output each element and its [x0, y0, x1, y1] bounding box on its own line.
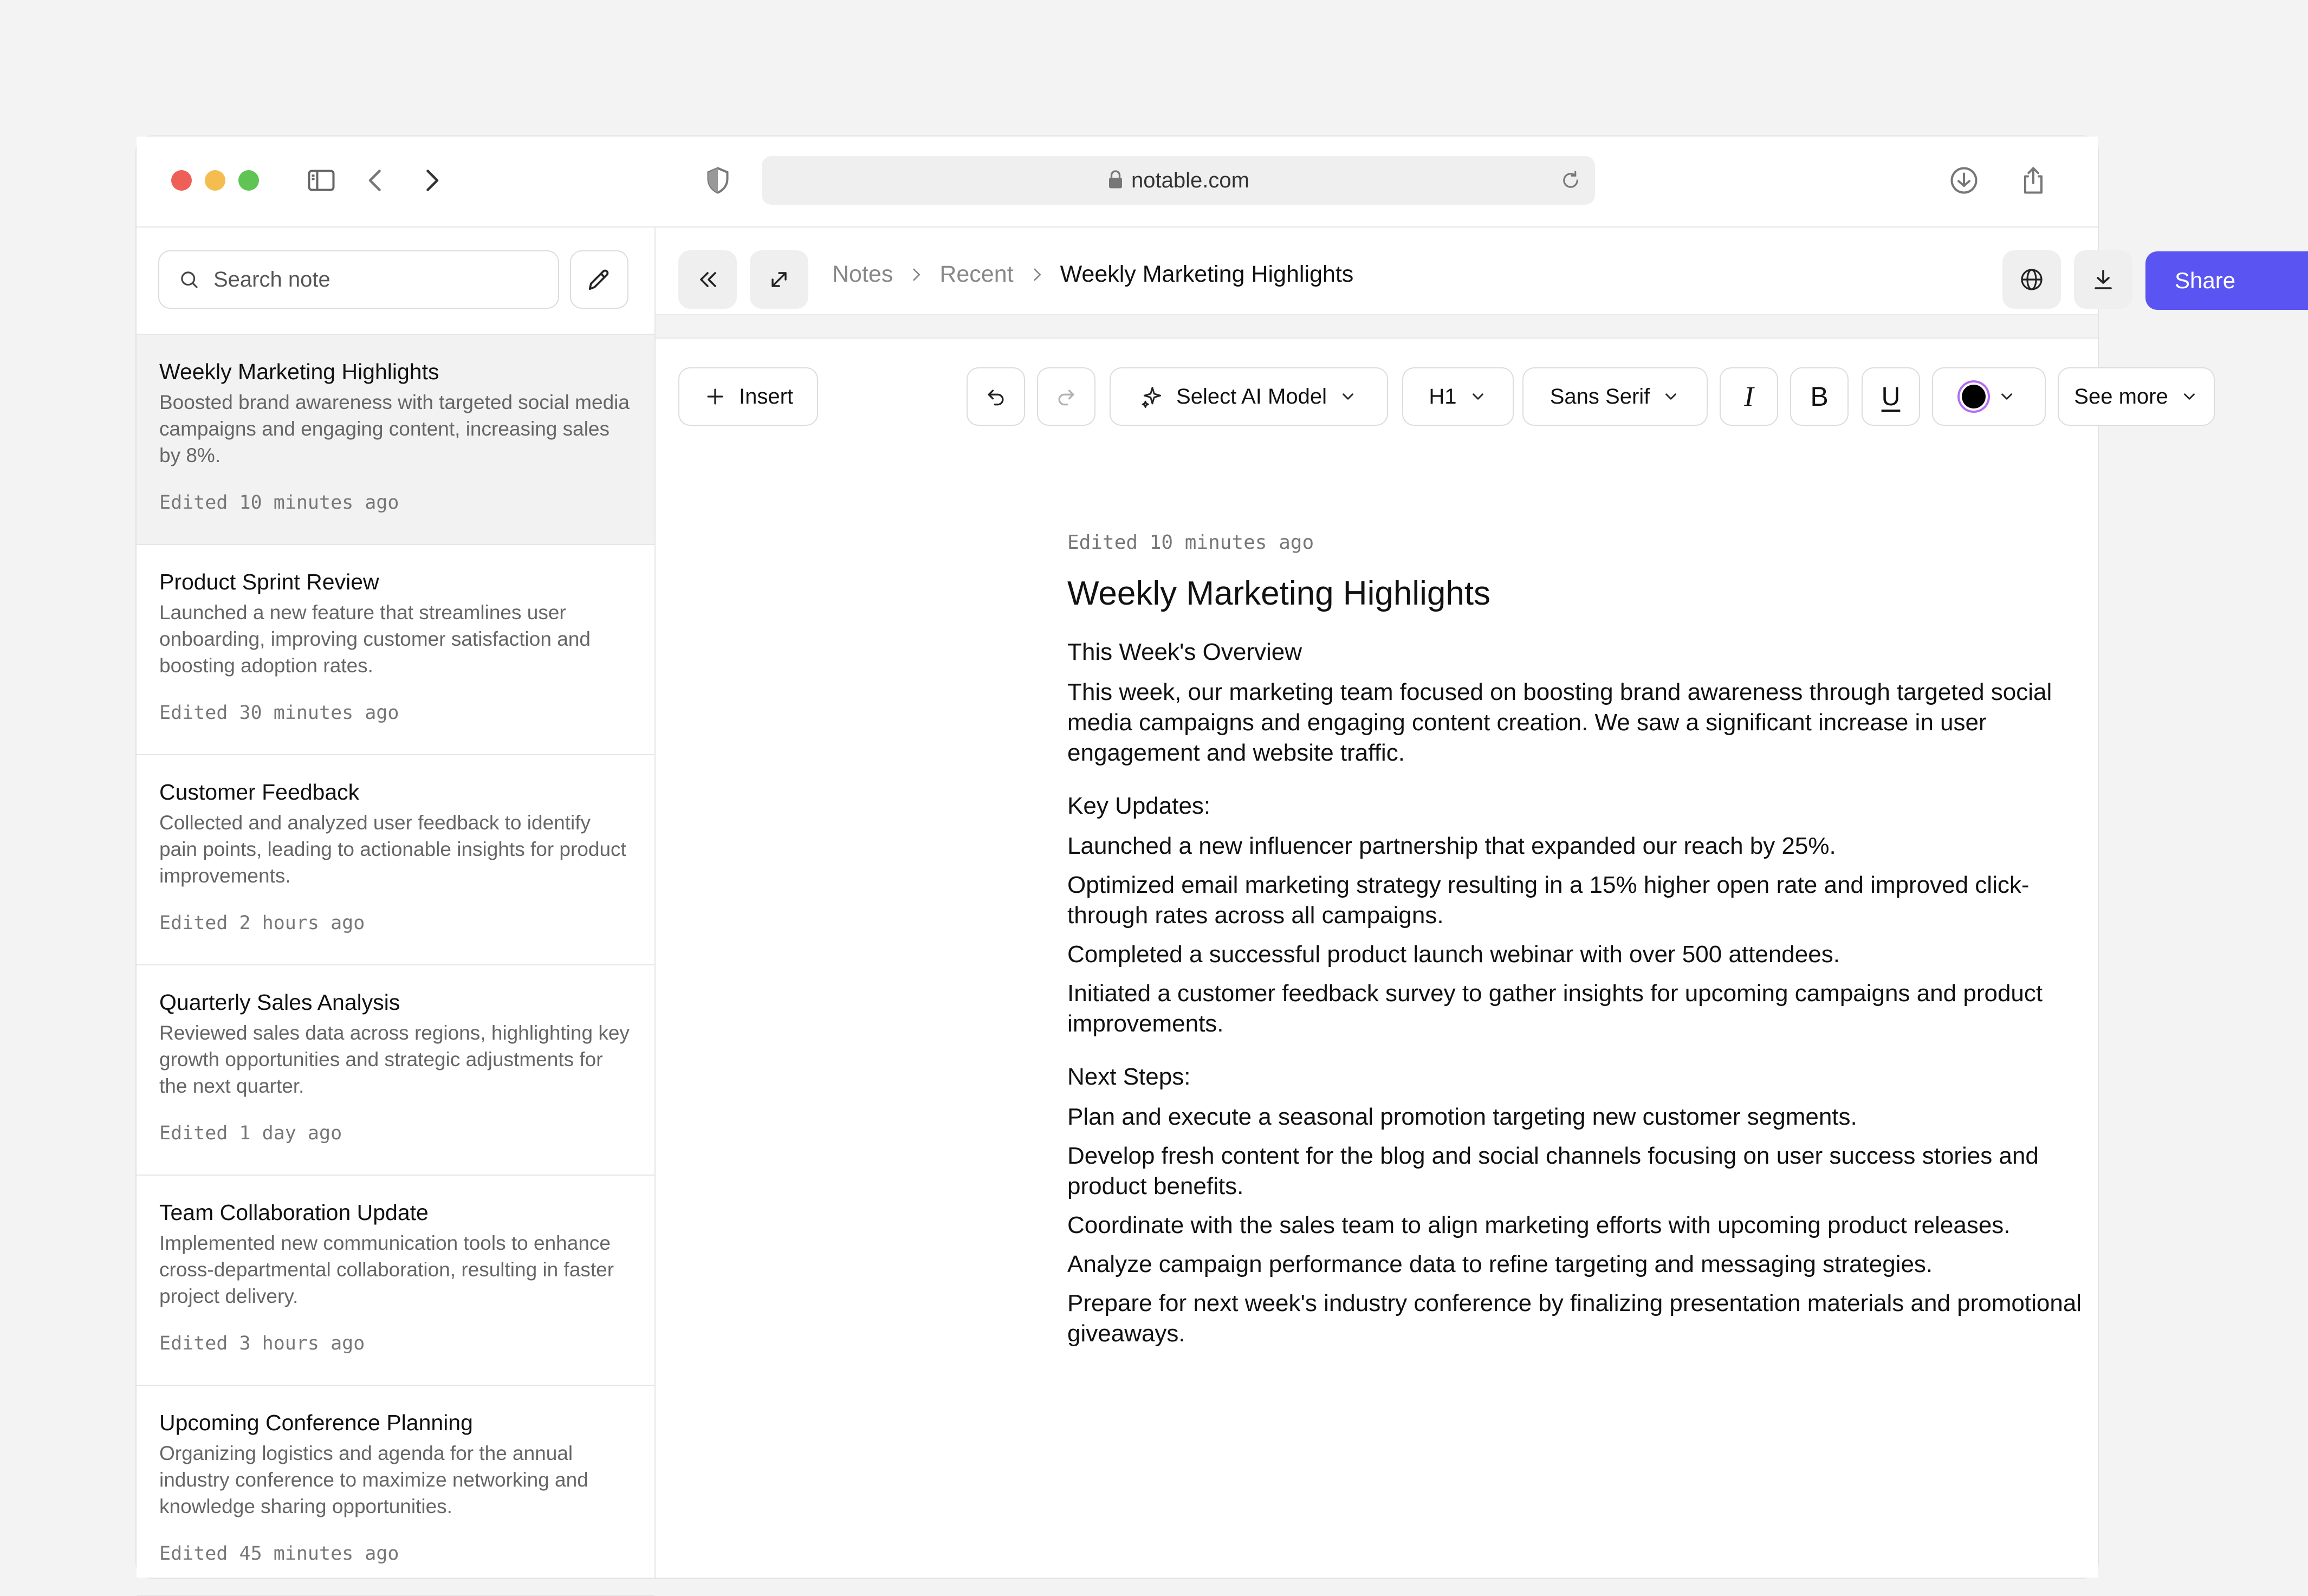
note-editor	[656, 228, 2236, 1578]
heading-select[interactable]	[1402, 367, 1514, 426]
note-timestamp: Edited 1 day ago	[159, 1123, 342, 1144]
note-description: Organizing logistics and agenda for the annual industry conference to maximize networking and knowledge sharing opportunities.	[159, 1442, 588, 1517]
heading-label: H1	[1429, 384, 1457, 408]
note-title: Weekly Marketing Highlights	[159, 359, 439, 384]
shield-icon[interactable]	[700, 163, 736, 198]
section-heading: Key Updates:	[1067, 793, 1211, 819]
share-button[interactable]: Share	[2145, 251, 2308, 310]
next-step-item: Prepare for next week's industry conference by finalizing presentation materials and promotional giveaways.	[1067, 1290, 2082, 1347]
update-item: Optimized email marketing strategy resulting in a 15% higher open rate and improved click-through rates across all campaigns.	[1067, 872, 2030, 929]
bold-button[interactable]: B	[1790, 367, 1849, 426]
next-step-item: Develop fresh content for the blog and social channels focusing on user success stories and product benefits.	[1067, 1143, 2039, 1199]
formatting-toolbar	[656, 339, 2168, 412]
note-title: Upcoming Conference Planning	[159, 1410, 473, 1435]
undo-icon	[984, 385, 1008, 408]
see-more-label: See more	[2074, 384, 2168, 408]
breadcrumb-notes[interactable]: Notes	[832, 261, 893, 287]
sidebar-header	[137, 228, 654, 335]
editor-header	[656, 228, 2236, 314]
url-text: notable.com	[1131, 168, 1249, 192]
breadcrumb-recent[interactable]: Recent	[939, 261, 1014, 287]
note-timestamp: Edited 30 minutes ago	[159, 702, 399, 724]
note-title: Team Collaboration Update	[159, 1200, 429, 1225]
update-item: Initiated a customer feedback survey to gather insights for upcoming campaigns and product improvements.	[1067, 980, 2043, 1037]
zoom-window-button[interactable]	[238, 170, 259, 191]
note-list-item[interactable]	[137, 335, 654, 545]
note-title: Product Sprint Review	[159, 569, 379, 594]
note-list-item[interactable]	[137, 545, 654, 755]
note-list-item[interactable]	[137, 755, 654, 965]
note-description: Boosted brand awareness with targeted social media campaigns and engaging content, increasing sales by 8%.	[159, 391, 630, 466]
update-item: Launched a new influencer partnership that expanded our reach by 25%.	[1067, 833, 1836, 859]
browser-window	[135, 135, 2236, 1579]
breadcrumb-current: Weekly Marketing Highlights	[1060, 261, 1354, 287]
note-list-item[interactable]	[137, 965, 654, 1176]
insert-button[interactable]	[678, 367, 818, 426]
paragraph: This week, our marketing team focused on boosting brand awareness through targeted social media campaigns and engaging content creation. We saw a significant increase in user engagement and website traffic.	[1067, 679, 2052, 766]
ai-model-select[interactable]	[1110, 367, 1388, 426]
underline-button[interactable]: U	[1862, 367, 1920, 426]
text-color-select[interactable]	[1932, 367, 2046, 426]
pencil-icon	[585, 265, 613, 294]
insert-label: Insert	[738, 384, 794, 408]
note-timestamp: Edited 10 minutes ago	[159, 492, 399, 514]
close-window-button[interactable]	[171, 170, 192, 191]
notes-sidebar	[137, 228, 656, 1578]
note-timestamp: Edited 2 hours ago	[159, 912, 365, 934]
undo-button[interactable]	[967, 367, 1025, 426]
chevron-down-icon	[1339, 387, 1357, 406]
note-timestamp: Edited 45 minutes ago	[159, 1543, 399, 1565]
chevron-down-icon	[1998, 387, 2016, 406]
chevron-down-icon	[1469, 387, 1487, 406]
update-item: Completed a successful product launch webinar with over 500 attendees.	[1067, 941, 1840, 968]
next-step-item: Coordinate with the sales team to align marketing efforts with upcoming product releases.	[1067, 1212, 2011, 1238]
back-chevron-left-icon[interactable]	[358, 163, 393, 198]
font-select[interactable]	[1522, 367, 1708, 426]
expand-icon	[766, 267, 792, 293]
share-icon[interactable]	[2015, 163, 2051, 198]
note-description: Implemented new communication tools to enhance cross-departmental collaboration, resulting in faster project delivery.	[159, 1232, 614, 1307]
font-label: Sans Serif	[1550, 384, 1650, 408]
download-icon[interactable]	[1946, 163, 1982, 198]
color-swatch	[1962, 385, 1986, 408]
next-step-item: Analyze campaign performance data to refine targeting and messaging strategies.	[1067, 1251, 1933, 1277]
lock-icon	[1107, 170, 1124, 192]
note-description: Launched a new feature that streamlines user onboarding, improving customer satisfaction and boosting adoption rates.	[159, 601, 591, 677]
section-heading: This Week's Overview	[1067, 639, 1302, 665]
minimize-window-button[interactable]	[205, 170, 225, 191]
note-description: Collected and analyzed user feedback to identify pain points, leading to actionable insights for product improvements.	[159, 812, 626, 887]
address-bar[interactable]	[762, 156, 1595, 205]
document-body[interactable]	[1067, 530, 2086, 1349]
browser-titlebar	[137, 137, 2098, 228]
export-button[interactable]	[2074, 250, 2132, 309]
note-title: Quarterly Sales Analysis	[159, 990, 400, 1015]
globe-icon	[2019, 267, 2045, 293]
sparkle-icon	[1140, 385, 1164, 408]
new-note-button[interactable]	[570, 250, 628, 309]
expand-button[interactable]	[750, 250, 808, 309]
breadcrumb	[832, 261, 1353, 288]
italic-button[interactable]: I	[1720, 367, 1778, 426]
collapse-icon	[695, 267, 721, 293]
publish-button[interactable]	[2002, 250, 2061, 309]
ai-model-label: Select AI Model	[1176, 384, 1327, 408]
reload-icon[interactable]	[1559, 169, 1582, 192]
collapse-sidebar-button[interactable]	[678, 250, 737, 309]
sidebar-toggle-icon[interactable]	[303, 163, 339, 198]
redo-icon	[1054, 385, 1078, 408]
note-timestamp: Edited 3 hours ago	[159, 1333, 365, 1354]
header-divider	[656, 314, 2098, 339]
search-box[interactable]	[158, 250, 559, 309]
chevron-down-icon	[1662, 387, 1680, 406]
chevron-right-icon	[907, 265, 925, 284]
document-edited-time: Edited 10 minutes ago	[1067, 531, 1314, 554]
next-step-item: Plan and execute a seasonal promotion targeting new customer segments.	[1067, 1104, 1857, 1130]
plus-icon	[703, 385, 727, 408]
note-list-item[interactable]	[137, 1386, 654, 1596]
download-icon	[2090, 267, 2116, 293]
note-description: Reviewed sales data across regions, highlighting key growth opportunities and strategic adjustments for the next quarter.	[159, 1022, 630, 1097]
chevron-right-icon	[1028, 265, 1046, 284]
note-title: Customer Feedback	[159, 780, 360, 805]
note-list-item[interactable]	[137, 1176, 654, 1386]
section-heading: Next Steps:	[1067, 1063, 1191, 1090]
document-title: Weekly Marketing Highlights	[1067, 575, 1491, 612]
chevron-down-icon	[2180, 387, 2199, 406]
redo-button[interactable]	[1037, 367, 1095, 426]
see-more-button[interactable]	[2058, 367, 2215, 426]
search-input[interactable]	[212, 267, 540, 293]
forward-chevron-right-icon[interactable]	[414, 163, 450, 198]
search-icon	[178, 268, 200, 291]
